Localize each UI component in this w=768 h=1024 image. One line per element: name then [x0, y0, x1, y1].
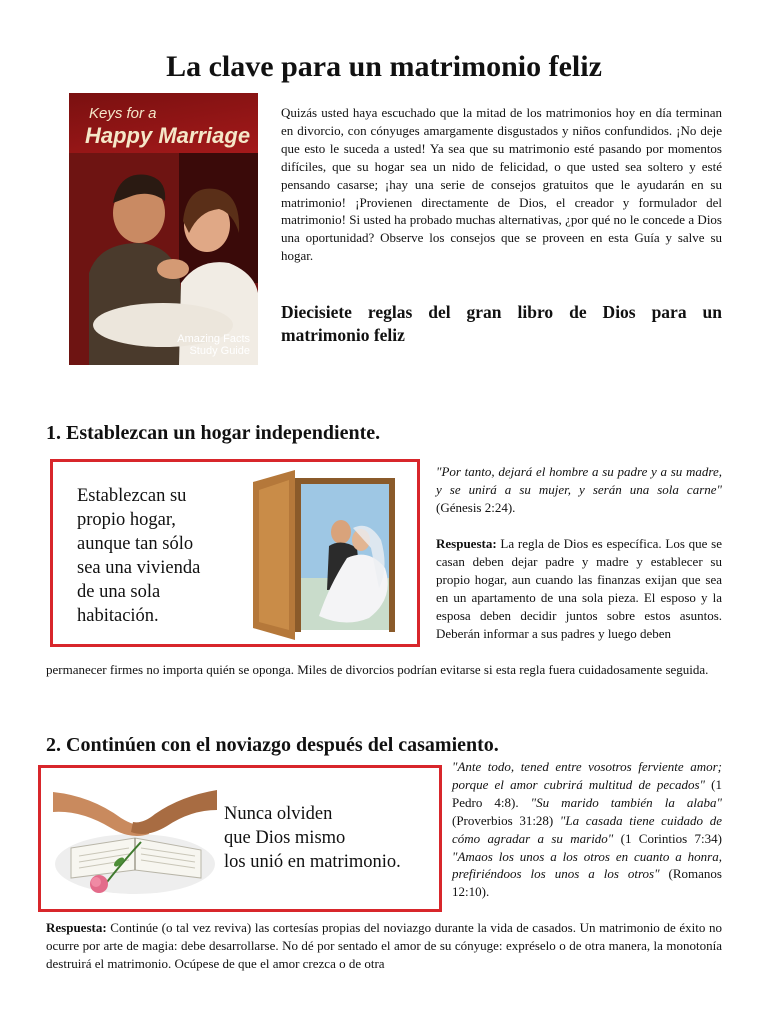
callout-line: de una sola — [77, 582, 161, 602]
section1-title: 1. Establezcan un hogar independiente. — [46, 422, 381, 444]
section2-quotes — [452, 758, 722, 901]
section2-ref-3: (1 Corintios 7:34) — [613, 830, 722, 846]
cover-brand-line1: Keys for a — [89, 105, 157, 122]
section2-callout-text — [224, 802, 401, 874]
callout-line: sea una vivienda — [77, 558, 201, 578]
section1-callout-box — [50, 459, 420, 647]
section1-answer-continued: permanecer firmes no importa quién se oponga. Miles de divorcios podrían evitarse si esta regla fuera cuidadosamente seguida. — [46, 662, 709, 677]
callout-line: que Dios mismo — [224, 828, 346, 848]
section2-ref-2: (Proverbios 31:28) — [452, 812, 560, 828]
section1-answer-label: Respuesta: — [436, 536, 497, 551]
cover-brand-line2: Happy Marriage — [85, 123, 251, 148]
section1-quote-text: "Por tanto, dejará el hombre a su padre y a su madre, y se unirá a su mujer, y serán una sola carne" — [436, 464, 722, 497]
section2-quote-2: "Su marido también la alaba" — [530, 794, 722, 810]
section1-answer-side — [436, 535, 722, 642]
cover-study-line2: Study Guide — [189, 345, 250, 357]
intro-paragraph: Quizás usted haya escuchado que la mitad de los matrimonios hoy en día terminan en divorcio, con cónyuges amargamente disgustados y niños confundidos. ¡No deje que esto le suceda a usted! Ya sea que su matrimonio esté pasando por momentos difíciles, que su hogar sea un nido de felicidad, o que usted sea soltero y esté pensando casarse; ¡hay una serie de consejos gratuitos que le ayudarán en su matrimonio! ¡Provienen directamente de Dios, el creador y formulador del matrimonio! Si usted ha probado muchas alternativas, ¿por qué no le concede a Dios una oportunidad? Observe los consejos que se proveen en esta Guía y salve su hogar. — [281, 105, 722, 264]
section1-answer-side-text: La regla de Dios es específica. Los que se casan deben dejar padre y madre y establecer su propio hogar, aun cuando las finanzas exijan que sea en un apartamento de una sola pieza. El esposo y la esposa deben decidir juntos sobre estos asuntos. Deberán informar a sus padres y luego deben — [436, 536, 722, 641]
section2-quote-3: "La casada tiene cuidado de cómo agradar a su marido" — [452, 812, 722, 846]
callout-line: habitación. — [77, 606, 159, 626]
bible-rose-hands-illustration — [51, 778, 219, 902]
section1-quote — [436, 463, 722, 517]
section2-answer-text: Continúe (o tal vez reviva) las cortesías propias del noviazgo durante la vida de casados. Un matrimonio de éxito no ocurre por arte de magia: debe desarrollarse. No dé por sentado el amor de su cónyuge: expréselo o de otra manera, la monotonía destruirá el matrimonio. Ocúpese de que el amor crezca o de otra — [46, 920, 722, 971]
section1-quote-ref: (Génesis 2:24). — [436, 499, 516, 515]
section2-answer-label: Respuesta: — [46, 920, 107, 935]
section2-answer — [46, 919, 722, 973]
book-cover-image — [69, 93, 258, 365]
section2-ref-4: (Romanos 12:10). — [452, 866, 722, 900]
cover-study-line1: Amazing Facts — [177, 333, 250, 345]
callout-line: aunque tan sólo — [77, 534, 194, 554]
callout-line: los unió en matrimonio. — [224, 852, 401, 872]
intro-subheading: Diecisiete reglas del gran libro de Dios para un matrimonio feliz — [281, 302, 722, 345]
callout-line: propio hogar, — [77, 510, 176, 530]
callout-line: Establezcan su — [77, 486, 187, 506]
couple-door-illustration — [249, 468, 409, 640]
section2-title: 2. Continúen con el noviazgo después del casamiento. — [46, 734, 499, 756]
section1-callout-text — [77, 484, 200, 628]
section2-quote-4: "Amaos los unos a los otros en cuanto a honra, prefiriéndoos los unos a los otros" — [452, 848, 722, 882]
section2-quote-1: "Ante todo, tened entre vosotros ferviente amor; porque el amor cubrirá multitud de pecados" — [452, 759, 722, 792]
section2-ref-1: (1 Pedro 4:8). — [452, 776, 722, 810]
section2-callout-box — [38, 765, 442, 912]
cover-study-guide-label — [177, 333, 250, 357]
page-title: La clave para un matrimonio feliz — [166, 50, 602, 83]
callout-line: Nunca olviden — [224, 804, 333, 824]
